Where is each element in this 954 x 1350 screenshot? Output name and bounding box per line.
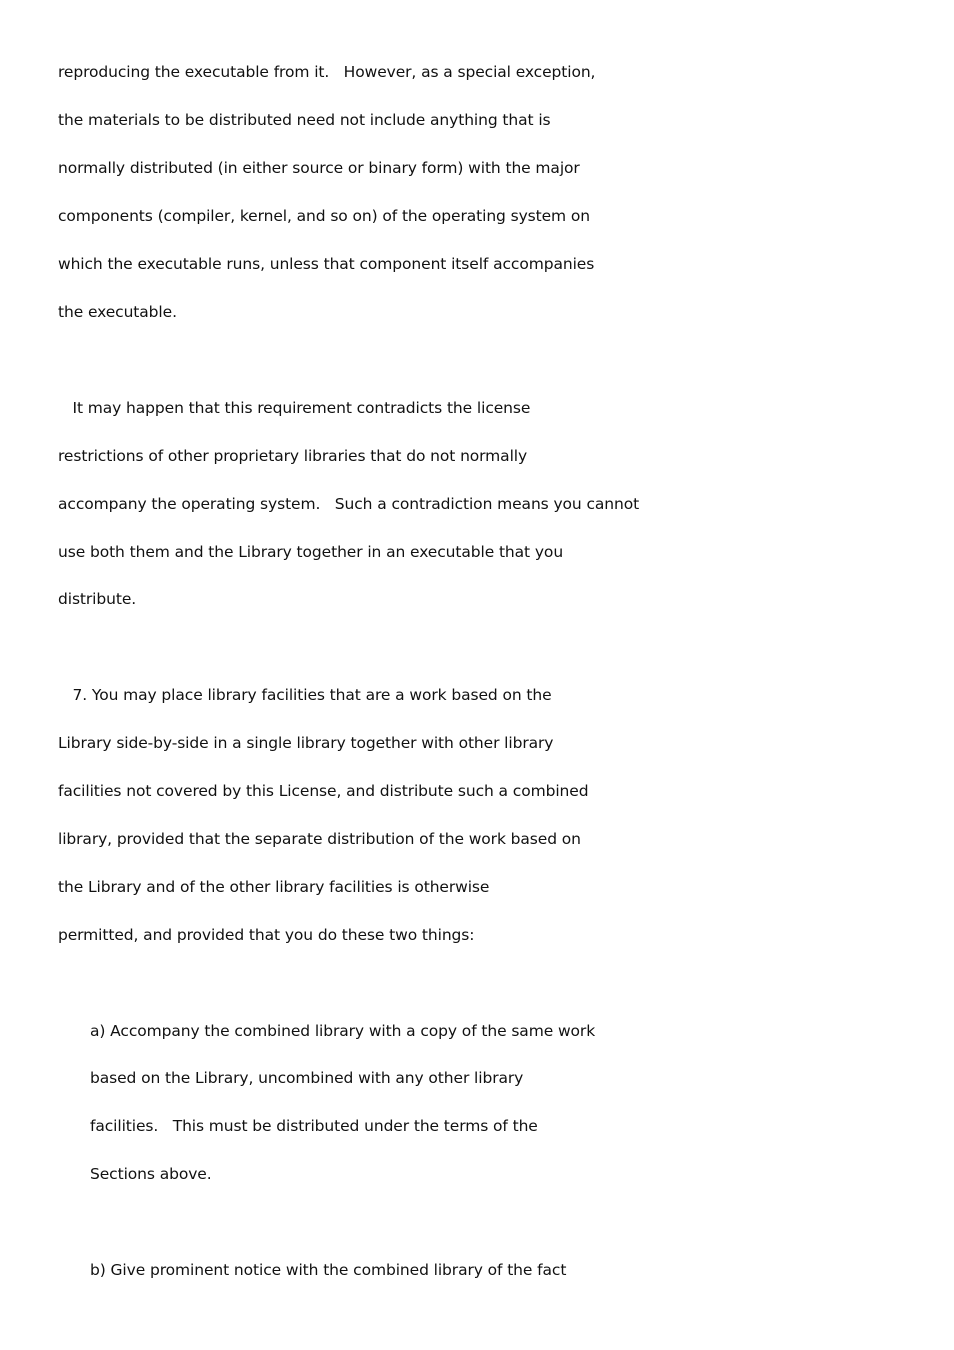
text-line: use both them and the Library together in an executable that you (58, 543, 564, 561)
text-line: restrictions of other proprietary libraries that do not normally (58, 447, 528, 465)
text-line: reproducing the executable from it. However, as a special exception, (58, 63, 596, 81)
text-line: accompany the operating system. Such a contradiction means you cannot (58, 495, 640, 513)
text-line: It may happen that this requirement contradicts the license (58, 399, 531, 417)
text-line: library, provided that the separate distribution of the work based on (58, 830, 581, 848)
text-line: facilities not covered by this License, and distribute such a combined (58, 782, 589, 800)
text-line: based on the Library, uncombined with any other library (90, 1069, 524, 1087)
text-line: components (compiler, kernel, and so on) of the operating system on (58, 207, 590, 225)
text-line: facilities. This must be distributed under the terms of the (90, 1117, 538, 1135)
text-line: the materials to be distributed need not include anything that is (58, 111, 551, 129)
text-line: b) Give prominent notice with the combined library of the fact (90, 1261, 567, 1279)
text-line: 7. You may place library facilities that are a work based on the (58, 686, 552, 704)
text-line: Sections above. (90, 1165, 212, 1183)
text-line: normally distributed (in either source or binary form) with the major (58, 159, 580, 177)
text-line: the Library and of the other library facilities is otherwise (58, 878, 490, 896)
text-line: a) Accompany the combined library with a copy of the same work (90, 1022, 596, 1040)
text-line: Library side-by-side in a single library together with other library (58, 734, 554, 752)
text-line: which the executable runs, unless that component itself accompanies (58, 255, 595, 273)
text-line: permitted, and provided that you do these two things: (58, 926, 475, 944)
text-line: distribute. (58, 590, 137, 608)
text-line: the executable. (58, 303, 177, 321)
